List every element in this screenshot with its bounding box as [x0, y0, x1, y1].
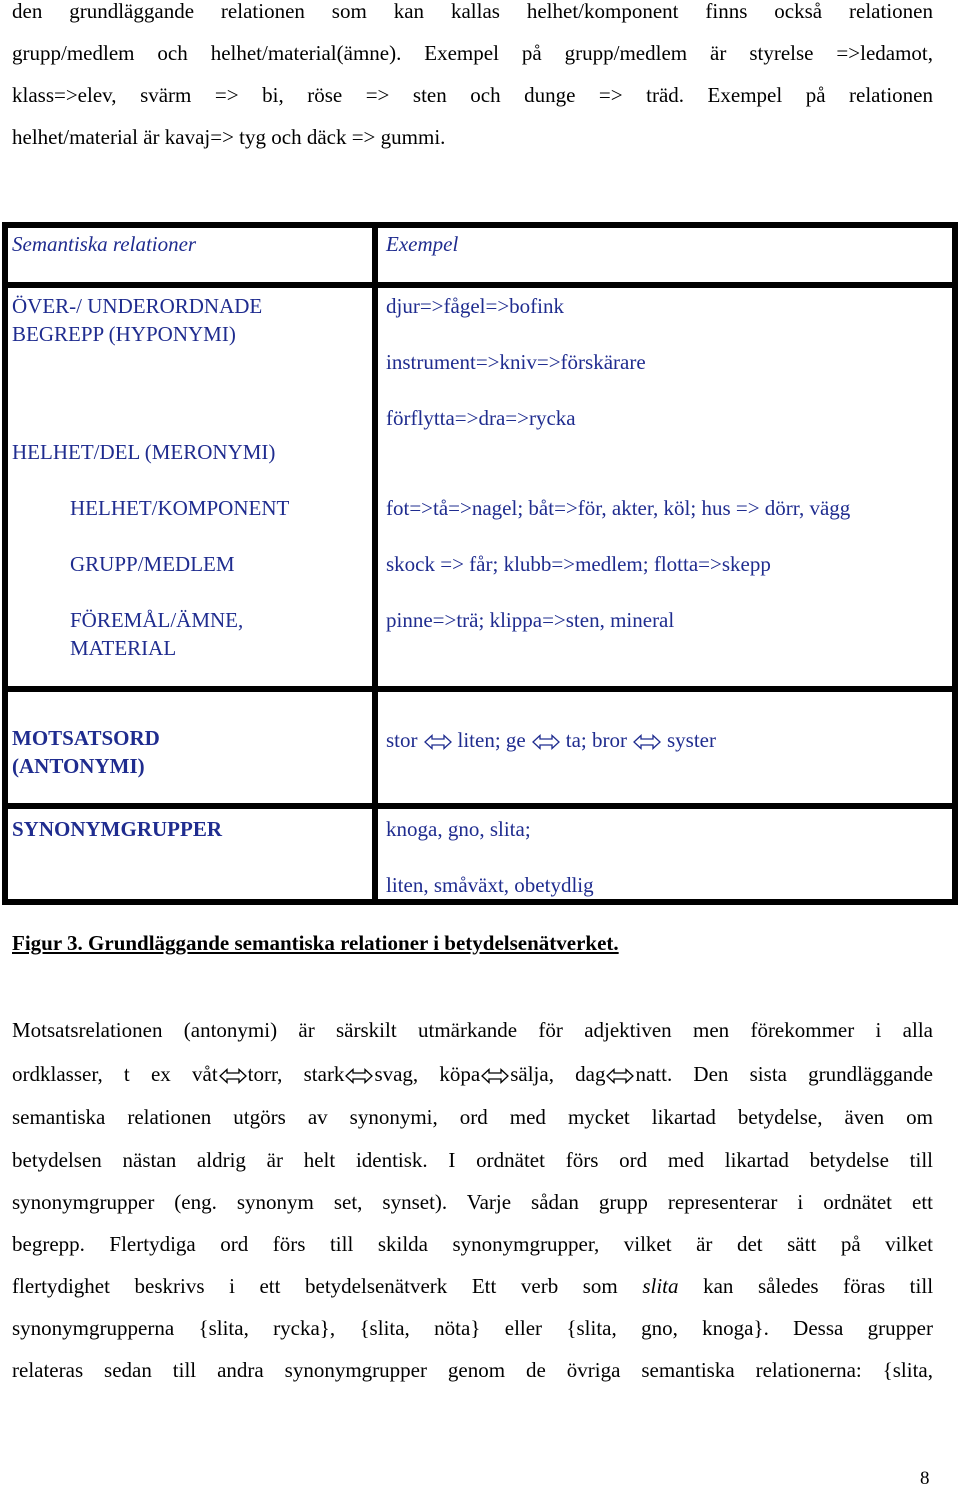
- hyponymy-example: djur=>fågel=>bofink: [386, 294, 564, 318]
- intro-line-1: den grundläggande relationen som kan kallas helhet/komponent finns också relationen: [12, 0, 933, 23]
- page-number: 8: [920, 1468, 930, 1489]
- body-line-2: [12, 1061, 933, 1087]
- body-line-3: semantiska relationen utgörs av synonymi, ord med mycket likartad betydelse, även om: [12, 1105, 933, 1129]
- hyponymy-example: förflytta=>dra=>rycka: [386, 406, 576, 430]
- hyponymy-example: instrument=>kniv=>förskärare: [386, 350, 646, 374]
- semantic-relations-table: [2, 222, 958, 905]
- body-text-fragment: natt. Den sista grundläggande: [635, 1062, 933, 1086]
- antonymy-word: liten; ge: [457, 728, 526, 752]
- table-header-divider: [2, 282, 958, 288]
- body-text-fragment: sälja, dag: [510, 1062, 606, 1086]
- meronymy-example: skock => får; klubb=>medlem; flotta=>skepp: [386, 552, 771, 576]
- meronymy-example: fot=>tå=>nagel; båt=>för, akter, köl; hus => dörr, vägg: [386, 496, 851, 520]
- left-right-arrow-icon: [481, 1068, 509, 1084]
- body-text-fragment: svag, köpa: [374, 1062, 481, 1086]
- table-border-top: [2, 222, 958, 228]
- intro-line-3: klass=>elev, svärm => bi, röse => sten och dunge => träd. Exempel på relationen: [12, 83, 933, 107]
- hyponymy-label-line-1: ÖVER-/ UNDERORDNADE: [12, 294, 263, 318]
- figure-caption: Figur 3. Grundläggande semantiska relationer i betydelsenätverket.: [12, 931, 619, 955]
- body-line-8: synonymgrupperna {slita, rycka}, {slita, nöta} eller {slita, gno, knoga}. Dessa grupper: [12, 1316, 933, 1340]
- table-row-divider-1: [2, 686, 958, 692]
- antonymy-word: syster: [666, 728, 716, 752]
- body-line-6: begrepp. Flertydiga ord förs till skilda synonymgrupper, vilket är det sätt på vilket: [12, 1232, 933, 1256]
- intro-line-4: helhet/material är kavaj=> tyg och däck => gummi.: [12, 125, 446, 149]
- antonymy-label-line-1: MOTSATSORD: [12, 726, 160, 750]
- meronymy-label: HELHET/DEL (MERONYMI): [12, 440, 276, 464]
- table-border-bottom: [2, 899, 958, 905]
- antonymy-examples: [386, 726, 716, 754]
- left-right-arrow-icon: [606, 1068, 634, 1084]
- synonymy-example: knoga, gno, slita;: [386, 817, 531, 841]
- meronymy-sub-label: GRUPP/MEDLEM: [70, 552, 235, 576]
- body-line-5: synonymgrupper (eng. synonym set, synset). Varje sådan grupp representerar i ordnätet ett: [12, 1190, 933, 1214]
- table-row-divider-2: [2, 803, 958, 809]
- body-text-fragment: ordklasser, t ex våt: [12, 1062, 218, 1086]
- left-right-arrow-icon: [345, 1068, 373, 1084]
- body-line-7: [12, 1273, 933, 1299]
- left-right-arrow-icon: [424, 734, 452, 750]
- antonymy-word: stor: [386, 728, 418, 752]
- synonymy-example: liten, småväxt, obetydlig: [386, 873, 594, 897]
- left-right-arrow-icon: [633, 734, 661, 750]
- header-relations: Semantiska relationer: [12, 232, 197, 256]
- antonymy-word: ta; bror: [565, 728, 627, 752]
- intro-line-2: grupp/medlem och helhet/material(ämne). Exempel på grupp/medlem är styrelse =>ledamot,: [12, 41, 933, 65]
- body-text-italic: slita: [642, 1274, 679, 1298]
- left-right-arrow-icon: [219, 1068, 247, 1084]
- meronymy-sub-label: HELHET/KOMPONENT: [70, 496, 290, 520]
- left-right-arrow-icon: [532, 734, 560, 750]
- body-text-fragment: flertydighet beskrivs i ett betydelsenätverk Ett verb som: [12, 1274, 618, 1298]
- body-line-9: relateras sedan till andra synonymgrupper genom de övriga semantiska relationerna: {slita,: [12, 1358, 933, 1382]
- body-text-fragment: torr, stark: [247, 1062, 345, 1086]
- meronymy-example: pinne=>trä; klippa=>sten, mineral: [386, 608, 675, 632]
- body-text-fragment: kan således föras till: [703, 1274, 934, 1298]
- antonymy-label-line-2: (ANTONYMI): [12, 754, 145, 778]
- body-line-4: betydelsen nästan aldrig är helt identisk. I ordnätet förs ord med likartad betydelse till: [12, 1148, 933, 1172]
- synonymy-label: SYNONYMGRUPPER: [12, 817, 222, 841]
- hyponymy-label-line-2: BEGREPP (HYPONYMI): [12, 322, 236, 346]
- header-examples: Exempel: [386, 232, 459, 256]
- meronymy-sub-label: MATERIAL: [70, 636, 177, 660]
- meronymy-sub-label: FÖREMÅL/ÄMNE,: [70, 608, 244, 632]
- body-line-1: Motsatsrelationen (antonymi) är särskilt utmärkande för adjektiven men förekommer i alla: [12, 1018, 933, 1042]
